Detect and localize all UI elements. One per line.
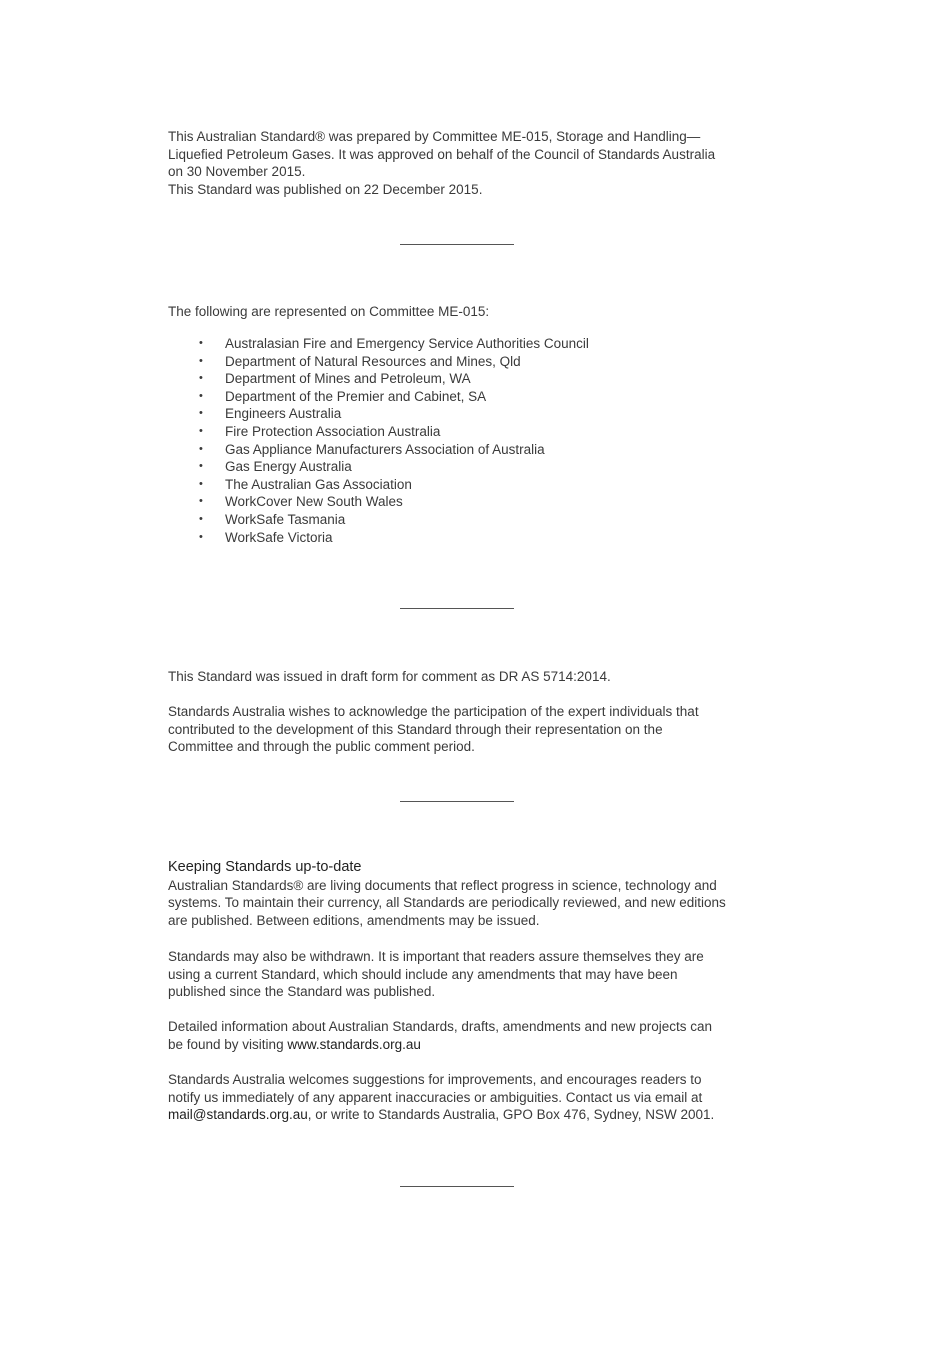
- uptodate-line: are published. Between editions, amendments may be issued.: [168, 912, 540, 928]
- member-name: Department of Mines and Petroleum, WA: [225, 371, 471, 387]
- bullet-icon: •: [199, 354, 203, 367]
- member-name: Fire Protection Association Australia: [225, 423, 441, 439]
- detailed-info-line: Detailed information about Australian Standards, drafts, amendments and new projects can: [168, 1019, 713, 1034]
- detailed-info-line: [168, 1036, 758, 1054]
- bullet-icon: •: [199, 407, 203, 420]
- member-name: Gas Energy Australia: [225, 459, 352, 475]
- publication-date-line: This Standard was published on 22 December 2015.: [168, 181, 483, 197]
- member-name: Engineers Australia: [225, 406, 342, 422]
- list-item: [168, 529, 728, 547]
- list-item: [168, 388, 728, 406]
- list-item: [168, 405, 728, 423]
- detailed-info-paragraph: [168, 1018, 758, 1053]
- draft-issued-text: This Standard was issued in draft form for comment as DR AS 5714:2014.: [168, 669, 611, 684]
- uptodate-line: systems. To maintain their currency, all Standards are periodically reviewed, and new editions: [168, 895, 726, 910]
- bullet-icon: •: [199, 372, 203, 385]
- list-item: [168, 476, 728, 494]
- uptodate-line: Australian Standards® are living documents that reflect progress in science, technology and: [168, 877, 717, 893]
- bullet-icon: •: [199, 424, 203, 437]
- withdrawn-paragraph: [168, 948, 758, 1001]
- suggestions-line: [168, 1106, 758, 1124]
- suggestions-line: Standards Australia welcomes suggestions for improvements, and encourages readers to: [168, 1072, 702, 1087]
- section-divider: [400, 801, 514, 802]
- list-item: [168, 335, 728, 353]
- section-heading: Keeping Standards up-to-date: [168, 859, 362, 875]
- suggestions-line: notify us immediately of any apparent inaccuracies or ambiguities. Contact us via email at: [168, 1089, 703, 1105]
- bullet-icon: •: [199, 442, 203, 455]
- list-item: [168, 370, 728, 388]
- member-name: Department of the Premier and Cabinet, SA: [225, 388, 487, 404]
- list-item: [168, 458, 728, 476]
- member-name: Department of Natural Resources and Mines, Qld: [225, 353, 521, 369]
- committee-members-list: [168, 335, 728, 546]
- acknowledgement-line: contributed to the development of this Standard through their representation on the: [168, 721, 663, 737]
- committee-intro: [168, 303, 758, 321]
- committee-intro-text: The following are represented on Committee ME-015:: [168, 304, 490, 319]
- preparation-paragraph: [168, 128, 758, 198]
- bullet-icon: •: [199, 512, 203, 525]
- withdrawn-line: published since the Standard was published.: [168, 984, 436, 999]
- preparation-line: on 30 November 2015.: [168, 164, 306, 179]
- preparation-line: This Australian Standard® was prepared by Committee ME-015, Storage and Handling—: [168, 129, 701, 144]
- list-item: [168, 423, 728, 441]
- preparation-line: Liquefied Petroleum Gases. It was approved on behalf of the Council of Standards Australia: [168, 146, 716, 162]
- list-item: [168, 441, 728, 459]
- acknowledgement-line: Standards Australia wishes to acknowledge the participation of the expert individuals that: [168, 704, 699, 719]
- withdrawn-line: using a current Standard, which should include any amendments that may have been: [168, 966, 678, 982]
- bullet-icon: •: [199, 477, 203, 490]
- member-name: WorkSafe Tasmania: [225, 511, 346, 527]
- withdrawn-line: Standards may also be withdrawn. It is important that readers assure themselves they are: [168, 949, 704, 964]
- bullet-icon: •: [199, 495, 203, 508]
- bullet-icon: •: [199, 530, 203, 543]
- suggestions-paragraph: [168, 1071, 758, 1124]
- section-divider: [400, 1186, 514, 1187]
- acknowledgement-line: Committee and through the public comment period.: [168, 739, 475, 754]
- draft-paragraph: [168, 668, 758, 686]
- list-item: [168, 353, 728, 371]
- bullet-icon: •: [199, 337, 203, 349]
- list-item: [168, 493, 728, 511]
- list-item: [168, 511, 728, 529]
- section-divider: [400, 608, 514, 609]
- member-name: WorkCover New South Wales: [225, 494, 403, 510]
- section-divider: [400, 244, 514, 245]
- email-link[interactable]: mail@standards.org.au: [168, 1107, 308, 1122]
- website-link[interactable]: www.standards.org.au: [287, 1036, 421, 1052]
- member-name: Australasian Fire and Emergency Service Authorities Council: [225, 336, 589, 351]
- member-name: Gas Appliance Manufacturers Association of Australia: [225, 441, 545, 457]
- member-name: WorkSafe Victoria: [225, 529, 333, 545]
- address-text: , or write to Standards Australia, GPO Box 476, Sydney, NSW 2001.: [307, 1107, 715, 1122]
- member-name: The Australian Gas Association: [225, 476, 412, 492]
- detailed-info-prefix: be found by visiting: [168, 1036, 288, 1052]
- uptodate-section: [168, 859, 758, 929]
- bullet-icon: •: [199, 389, 203, 402]
- bullet-icon: •: [199, 460, 203, 473]
- acknowledgement-paragraph: [168, 703, 758, 756]
